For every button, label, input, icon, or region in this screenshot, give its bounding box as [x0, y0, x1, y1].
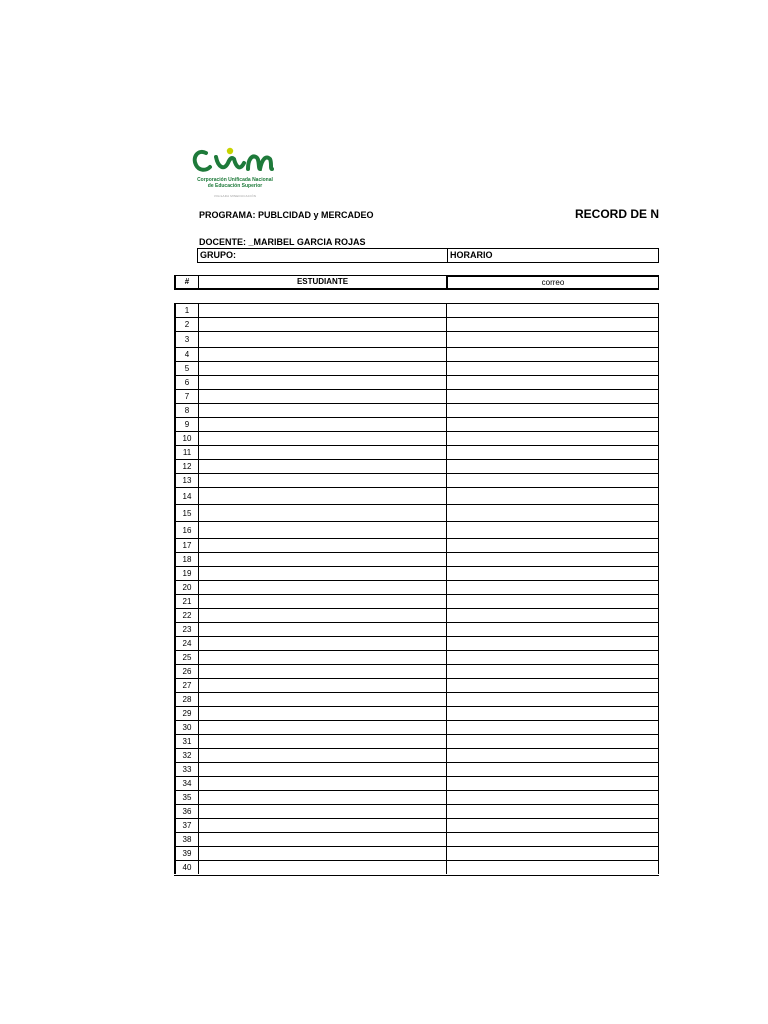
student-table-body [174, 303, 659, 876]
correo-cell[interactable] [447, 362, 659, 375]
correo-cell[interactable] [447, 637, 659, 650]
row-number: 13 [174, 474, 199, 487]
table-row [174, 805, 659, 819]
estudiante-cell[interactable] [199, 390, 447, 403]
correo-cell[interactable] [447, 581, 659, 594]
logo-line-2: de Educación Superior [207, 183, 263, 189]
estudiante-cell[interactable] [199, 553, 447, 566]
row-number: 29 [174, 707, 199, 720]
table-row [174, 539, 659, 553]
row-number: 34 [174, 777, 199, 790]
table-row [174, 488, 659, 505]
correo-cell[interactable] [447, 833, 659, 846]
estudiante-cell[interactable] [199, 609, 447, 622]
row-number: 19 [174, 567, 199, 580]
programa-label: PROGRAMA: PUBLCIDAD y MERCADEO [199, 210, 374, 220]
row-number: 35 [174, 791, 199, 804]
correo-cell[interactable] [447, 488, 659, 504]
table-row [174, 332, 659, 348]
table-row [174, 861, 659, 874]
estudiante-cell[interactable] [199, 348, 447, 361]
estudiante-cell[interactable] [199, 488, 447, 504]
row-number: 30 [174, 721, 199, 734]
row-number: 15 [174, 505, 199, 521]
table-row [174, 553, 659, 567]
table-row [174, 581, 659, 595]
estudiante-cell[interactable] [199, 581, 447, 594]
correo-cell[interactable] [447, 595, 659, 608]
table-row [174, 721, 659, 735]
correo-cell[interactable] [447, 609, 659, 622]
logo-tagline: VIGILADA MINEDUCACIÓN [213, 194, 257, 198]
column-header-number: # [174, 275, 199, 290]
correo-cell[interactable] [447, 693, 659, 706]
correo-cell[interactable] [447, 376, 659, 389]
row-number: 9 [174, 418, 199, 431]
estudiante-cell[interactable] [199, 460, 447, 473]
estudiante-cell[interactable] [199, 446, 447, 459]
correo-cell[interactable] [447, 390, 659, 403]
row-number: 31 [174, 735, 199, 748]
row-number: 25 [174, 651, 199, 664]
row-number: 16 [174, 522, 199, 538]
correo-cell[interactable] [447, 707, 659, 720]
table-row [174, 522, 659, 539]
estudiante-cell[interactable] [199, 749, 447, 762]
table-row [174, 432, 659, 446]
row-number: 12 [174, 460, 199, 473]
estudiante-cell[interactable] [199, 318, 447, 331]
table-row [174, 707, 659, 721]
correo-cell[interactable] [447, 460, 659, 473]
row-number: 20 [174, 581, 199, 594]
estudiante-cell[interactable] [199, 376, 447, 389]
estudiante-cell[interactable] [199, 805, 447, 818]
column-header-correo: correo [447, 275, 659, 290]
estudiante-cell[interactable] [199, 721, 447, 734]
estudiante-cell[interactable] [199, 404, 447, 417]
table-row [174, 474, 659, 488]
record-title: RECORD DE N [575, 207, 660, 221]
correo-cell[interactable] [447, 567, 659, 580]
cun-logo-mark-icon [190, 143, 280, 177]
estudiante-cell[interactable] [199, 665, 447, 678]
correo-cell[interactable] [447, 749, 659, 762]
correo-cell[interactable] [447, 404, 659, 417]
estudiante-cell[interactable] [199, 505, 447, 521]
table-row [174, 735, 659, 749]
correo-cell[interactable] [447, 651, 659, 664]
estudiante-cell[interactable] [199, 623, 447, 636]
estudiante-cell[interactable] [199, 819, 447, 832]
correo-cell[interactable] [447, 474, 659, 487]
table-row [174, 460, 659, 474]
correo-cell[interactable] [447, 348, 659, 361]
estudiante-cell[interactable] [199, 332, 447, 347]
table-row [174, 679, 659, 693]
row-number: 32 [174, 749, 199, 762]
correo-cell[interactable] [447, 791, 659, 804]
estudiante-cell[interactable] [199, 304, 447, 317]
table-row [174, 791, 659, 805]
correo-cell[interactable] [447, 446, 659, 459]
estudiante-cell[interactable] [199, 418, 447, 431]
row-number: 6 [174, 376, 199, 389]
row-number: 17 [174, 539, 199, 552]
row-number: 33 [174, 763, 199, 776]
correo-cell[interactable] [447, 847, 659, 860]
table-row [174, 348, 659, 362]
estudiante-cell[interactable] [199, 707, 447, 720]
estudiante-cell[interactable] [199, 539, 447, 552]
correo-cell[interactable] [447, 539, 659, 552]
table-row [174, 318, 659, 332]
table-row [174, 651, 659, 665]
correo-cell[interactable] [447, 505, 659, 521]
grupo-field[interactable]: GRUPO: [200, 250, 236, 260]
estudiante-cell[interactable] [199, 679, 447, 692]
estudiante-cell[interactable] [199, 861, 447, 874]
estudiante-cell[interactable] [199, 522, 447, 538]
row-number: 5 [174, 362, 199, 375]
row-number: 40 [174, 861, 199, 874]
row-number: 3 [174, 332, 199, 347]
row-number: 23 [174, 623, 199, 636]
correo-cell[interactable] [447, 418, 659, 431]
correo-cell[interactable] [447, 735, 659, 748]
table-row [174, 505, 659, 522]
table-row [174, 847, 659, 861]
estudiante-cell[interactable] [199, 791, 447, 804]
correo-cell[interactable] [447, 679, 659, 692]
row-number: 4 [174, 348, 199, 361]
cun-logo [190, 143, 280, 203]
correo-cell[interactable] [447, 332, 659, 347]
row-number: 26 [174, 665, 199, 678]
row-number: 38 [174, 833, 199, 846]
table-row [174, 304, 659, 318]
logo-line-1: Corporación Unificada Nacional [197, 177, 273, 183]
correo-cell[interactable] [447, 819, 659, 832]
column-header-estudiante: ESTUDIANTE [199, 275, 447, 290]
estudiante-cell[interactable] [199, 651, 447, 664]
estudiante-cell[interactable] [199, 847, 447, 860]
table-row [174, 819, 659, 833]
table-row [174, 418, 659, 432]
table-row [174, 777, 659, 791]
table-row [174, 595, 659, 609]
row-number: 28 [174, 693, 199, 706]
estudiante-cell[interactable] [199, 833, 447, 846]
row-number: 27 [174, 679, 199, 692]
table-row [174, 623, 659, 637]
table-row [174, 362, 659, 376]
estudiante-cell[interactable] [199, 595, 447, 608]
table-header [174, 275, 659, 290]
estudiante-cell[interactable] [199, 637, 447, 650]
row-number: 7 [174, 390, 199, 403]
correo-cell[interactable] [447, 553, 659, 566]
table-row [174, 390, 659, 404]
correo-cell[interactable] [447, 763, 659, 776]
estudiante-cell[interactable] [199, 474, 447, 487]
row-number: 1 [174, 304, 199, 317]
estudiante-cell[interactable] [199, 432, 447, 445]
row-number: 10 [174, 432, 199, 445]
estudiante-cell[interactable] [199, 693, 447, 706]
table-row [174, 376, 659, 390]
estudiante-cell[interactable] [199, 735, 447, 748]
correo-cell[interactable] [447, 318, 659, 331]
correo-cell[interactable] [447, 721, 659, 734]
row-number: 39 [174, 847, 199, 860]
table-row [174, 749, 659, 763]
table-row [174, 637, 659, 651]
estudiante-cell[interactable] [199, 567, 447, 580]
table-row [174, 763, 659, 777]
correo-cell[interactable] [447, 623, 659, 636]
row-number: 36 [174, 805, 199, 818]
row-number: 18 [174, 553, 199, 566]
row-number: 2 [174, 318, 199, 331]
correo-cell[interactable] [447, 805, 659, 818]
table-row [174, 665, 659, 679]
table-row [174, 567, 659, 581]
table-row [174, 693, 659, 707]
estudiante-cell[interactable] [199, 362, 447, 375]
table-row [174, 446, 659, 460]
correo-cell[interactable] [447, 432, 659, 445]
correo-cell[interactable] [447, 522, 659, 538]
estudiante-cell[interactable] [199, 777, 447, 790]
row-number: 37 [174, 819, 199, 832]
correo-cell[interactable] [447, 861, 659, 874]
table-row [174, 833, 659, 847]
row-number: 24 [174, 637, 199, 650]
row-number: 21 [174, 595, 199, 608]
row-number: 11 [174, 446, 199, 459]
docente-label: DOCENTE: _MARIBEL GARCIA ROJAS [199, 237, 366, 247]
row-number: 8 [174, 404, 199, 417]
correo-cell[interactable] [447, 304, 659, 317]
correo-cell[interactable] [447, 777, 659, 790]
horario-field[interactable]: HORARIO [447, 249, 660, 262]
row-number: 14 [174, 488, 199, 504]
estudiante-cell[interactable] [199, 763, 447, 776]
grupo-horario-row [197, 248, 659, 263]
table-row [174, 609, 659, 623]
table-row [174, 404, 659, 418]
row-number: 22 [174, 609, 199, 622]
correo-cell[interactable] [447, 665, 659, 678]
